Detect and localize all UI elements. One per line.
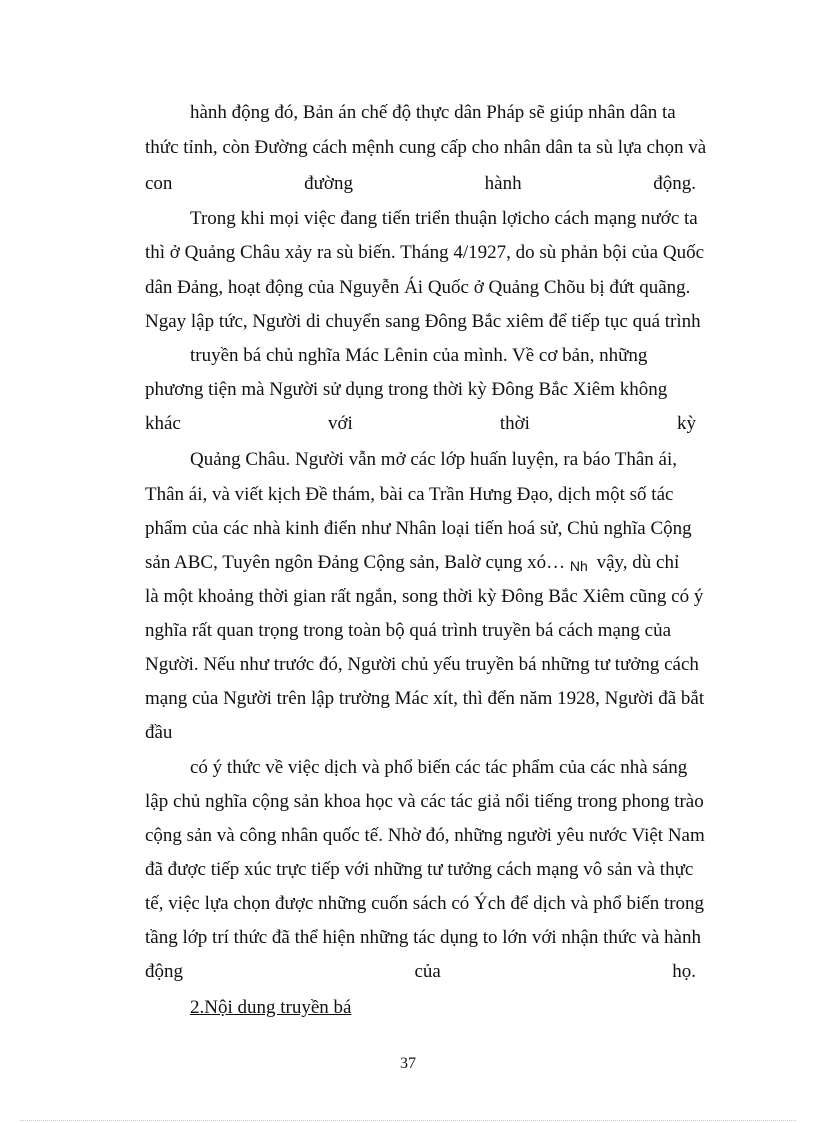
justified-line bbox=[145, 172, 696, 196]
text-line: tầng lớp trí thức đã thể hiện những tác dụng to lớn với nhận thức và hành bbox=[145, 927, 701, 948]
text-line: Người. Nếu như trước đó, Người chủ yếu truyền bá những tư tưởng cách bbox=[145, 654, 699, 675]
page-number: 37 bbox=[400, 1055, 416, 1072]
text-line: Trong khi mọi việc đang tiến triển thuận lợicho cách mạng nước ta bbox=[190, 208, 698, 229]
word: động. bbox=[653, 173, 696, 194]
text-line: Quảng Châu. Người vẫn mở các lớp huấn luyện, ra báo Thân ái, bbox=[190, 449, 677, 470]
text-line: phẩm của các nhà kinh điển như Nhân loại tiến hoá sử, Chủ nghĩa Cộng bbox=[145, 518, 692, 539]
text-line: Thân ái, và viết kịch Đề thám, bài ca Trần Hưng Đạo, dịch một số tác bbox=[145, 484, 674, 505]
text-line: hành động đó, Bản án chế độ thực dân Pháp sẽ giúp nhân dân ta bbox=[190, 102, 676, 123]
word: hành bbox=[484, 173, 522, 194]
word: kỳ bbox=[677, 413, 696, 434]
page-bottom-divider bbox=[20, 1120, 796, 1121]
small-fragment: Nh bbox=[569, 558, 588, 574]
word: đường bbox=[304, 173, 353, 194]
word: động bbox=[145, 961, 183, 982]
text-fragment: vậy, dù chỉ bbox=[596, 552, 680, 573]
justified-line bbox=[145, 412, 696, 436]
word: con bbox=[145, 173, 173, 194]
text-line: đầu bbox=[145, 722, 173, 743]
text-line: dân Đảng, hoạt động của Nguyễn Ái Quốc ở Quảng Chõu bị đứt quãng. bbox=[145, 277, 691, 298]
text-line: tế, việc lựa chọn được những cuốn sách có Ých để dịch và phổ biến trong bbox=[145, 893, 705, 914]
text-line: có ý thức về việc dịch và phổ biến các tác phẩm của các nhà sáng bbox=[190, 757, 688, 778]
text-line: cộng sản và công nhân quốc tế. Nhờ đó, những người yêu nước Việt Nam bbox=[145, 825, 705, 846]
text-line: thì ở Quảng Châu xảy ra sù biến. Tháng 4/1927, do sù phản bội của Quốc bbox=[145, 242, 705, 263]
text-line-with-fragment bbox=[145, 551, 696, 575]
word: khác bbox=[145, 413, 181, 434]
text-line: Ngay lập tức, Người di chuyển sang Đông Bắc xiêm để tiếp tục quá trình bbox=[145, 311, 701, 332]
text-line: truyền bá chủ nghĩa Mác Lênin của mình. Về cơ bản, những bbox=[190, 345, 648, 366]
text-line: mạng của Người trên lập trường Mác xít, thì đến năm 1928, Người đã bắt bbox=[145, 688, 705, 709]
text-fragment: sản ABC, Tuyên ngôn Đảng Cộng sản, Balờ cụng xó… bbox=[145, 552, 566, 573]
word: với bbox=[327, 413, 353, 434]
section-heading: 2.Nội dung truyền bá bbox=[190, 997, 352, 1018]
text-line: thức tỉnh, còn Đường cách mệnh cung cấp cho nhân dân ta sù lựa chọn và bbox=[145, 137, 707, 158]
text-line: lập chủ nghĩa cộng sản khoa học và các tác giả nổi tiếng trong phong trào bbox=[145, 791, 704, 812]
justified-line bbox=[145, 960, 696, 984]
text-line: là một khoảng thời gian rất ngắn, song thời kỳ Đông Bắc Xiêm cũng có ý bbox=[145, 586, 704, 607]
word: của bbox=[414, 961, 441, 982]
text-line: đã được tiếp xúc trực tiếp với những tư tưởng cách mạng vô sản và thực bbox=[145, 859, 694, 880]
word: thời bbox=[499, 413, 530, 434]
text-line: nghĩa rất quan trọng trong toàn bộ quá trình truyền bá cách mạng của bbox=[145, 620, 672, 641]
word: họ. bbox=[672, 961, 696, 982]
text-line: phương tiện mà Người sử dụng trong thời kỳ Đông Bắc Xiêm không bbox=[145, 379, 668, 400]
